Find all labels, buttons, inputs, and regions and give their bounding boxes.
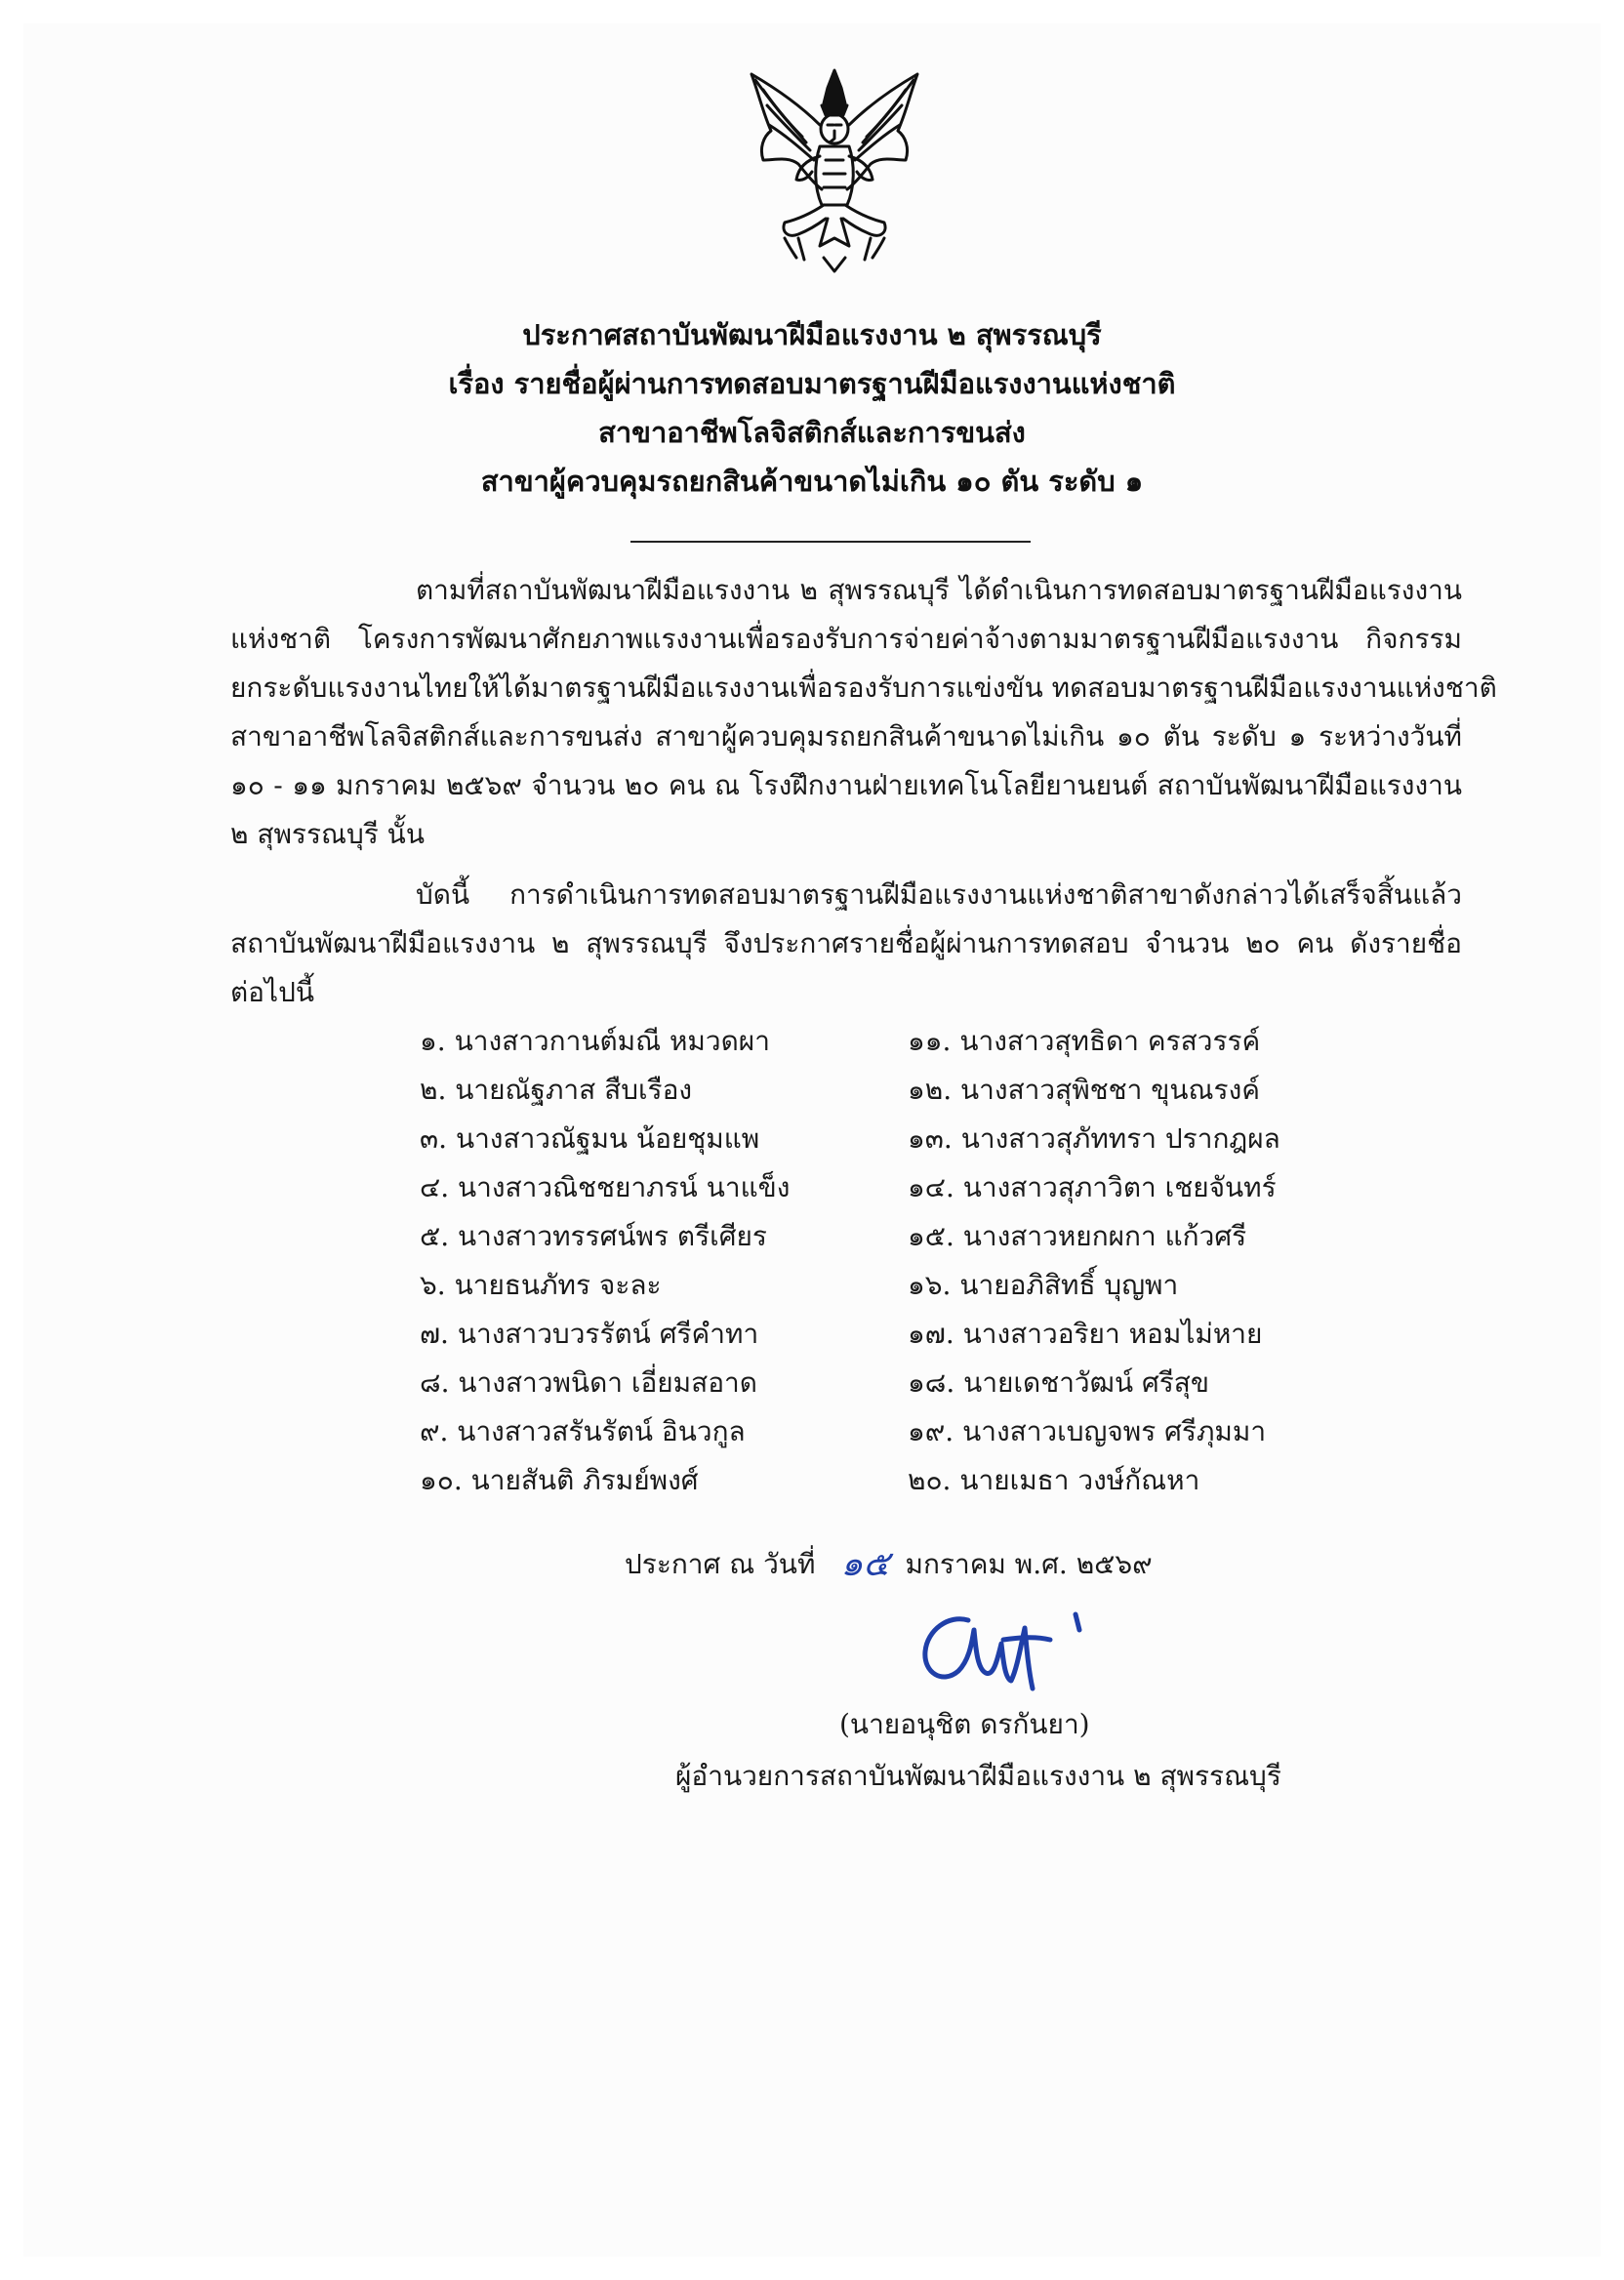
list-item: ๑๘. นายเดชาวัฒน์ ศรีสุข — [908, 1366, 1210, 1399]
paragraph-2-line: ต่อไปนี้ — [230, 976, 314, 1008]
list-item: ๑๓. นางสาวสุภัททรา ปรากฎผล — [908, 1122, 1280, 1155]
list-item: ๑๐. นายสันติ ภิรมย์พงศ์ — [420, 1464, 699, 1496]
paragraph-1-line: ๑๐ - ๑๑ มกราคม ๒๕๖๙ จำนวน ๒๐ คน ณ โรงฝึกงานฝ่ายเทคโนโลยียานยนต์ สถาบันพัฒนาฝีมือแรงงาน — [230, 769, 1462, 801]
list-item: ๖. นายธนภัทร จะละ — [420, 1269, 662, 1301]
list-item: ๑. นางสาวกานต์มณี หมวดผา — [420, 1025, 770, 1057]
paragraph-1-line: ตามที่สถาบันพัฒนาฝีมือแรงงาน ๒ สุพรรณบุรี ได้ดำเนินการทดสอบมาตรฐานฝีมือแรงงาน — [416, 574, 1462, 606]
paragraph-1-line: สาขาอาชีพโลจิสติกส์และการขนส่ง สาขาผู้ควบคุมรถยกสินค้าขนาดไม่เกิน ๑๐ ตัน ระดับ ๑ ระหว่างวันที่ — [230, 720, 1462, 753]
heading-line-1: ประกาศสถาบันพัฒนาฝีมือแรงงาน ๒ สุพรรณบุรี — [522, 318, 1102, 351]
paragraph-2-line: สถาบันพัฒนาฝีมือแรงงาน ๒ สุพรรณบุรี จึงประกาศรายชื่อผู้ผ่านการทดสอบ จำนวน ๒๐ คน ดังรายชื่อ — [230, 927, 1462, 959]
list-item: ๗. นางสาวบวรรัตน์ ศรีคำทา — [420, 1318, 759, 1350]
date-prefix: ประกาศ ณ วันที่ — [625, 1548, 816, 1580]
heading-line-3: สาขาอาชีพโลจิสติกส์และการขนส่ง — [598, 416, 1026, 449]
heading-line-4: สาขาผู้ควบคุมรถยกสินค้าขนาดไม่เกิน ๑๐ ตัน ระดับ ๑ — [480, 465, 1144, 498]
announcement-date — [625, 1540, 1153, 1589]
date-suffix: มกราคม พ.ศ. ๒๕๖๙ — [905, 1548, 1153, 1580]
list-item: ๑๔. นางสาวสุภาวิตา เชยจันทร์ — [908, 1171, 1277, 1203]
list-item: ๔. นางสาวณิชชยาภรน์ นาแข็ง — [420, 1171, 791, 1203]
list-item: ๑๙. นางสาวเบญจพร ศรีภุมมา — [908, 1415, 1267, 1447]
list-item: ๕. นางสาวทรรศน์พร ตรีเศียร — [420, 1220, 767, 1252]
list-item: ๑๒. นางสาวสุพิชชา ขุนณรงค์ — [908, 1074, 1260, 1106]
list-item: ๑๑. นางสาวสุทธิดา ครสวรรค์ — [908, 1025, 1261, 1057]
heading-divider — [630, 541, 1031, 543]
signer-title: ผู้อำนวยการสถาบันพัฒนาฝีมือแรงงาน ๒ สุพรรณบุรี — [675, 1760, 1281, 1792]
signer-name: (นายอนุชิต ดรกันยา) — [839, 1708, 1090, 1740]
paragraph-1-line: ๒ สุพรรณบุรี นั้น — [230, 818, 425, 850]
list-item: ๙. นางสาวสรันรัตน์ อินวกูล — [420, 1415, 746, 1447]
paragraph-1-line: ยกระดับแรงงานไทยให้ได้มาตรฐานฝีมือแรงงานเพื่อรองรับการแข่งขัน ทดสอบมาตรฐานฝีมือแรงงานแห่งชาติ — [230, 672, 1497, 704]
list-item: ๒๐. นายเมธา วงษ์กัณหา — [908, 1464, 1200, 1496]
garuda-emblem-icon — [742, 66, 927, 276]
paragraph-1-line: แห่งชาติ โครงการพัฒนาศักยภาพแรงงานเพื่อรองรับการจ่ายค่าจ้างตามมาตรฐานฝีมือแรงงาน กิจกรรม — [230, 623, 1462, 655]
names-list-left — [420, 1017, 790, 1505]
list-item: ๑๗. นางสาวอริยา หอมไม่หาย — [908, 1318, 1263, 1350]
list-item: ๘. นางสาวพนิดา เอี่ยมสอาด — [420, 1366, 757, 1399]
paragraph-1 — [230, 566, 1497, 859]
names-list-right — [908, 1017, 1280, 1505]
paragraph-2-line: บัดนี้ การดำเนินการทดสอบมาตรฐานฝีมือแรงงานแห่งชาติสาขาดังกล่าวได้เสร็จสิ้นแล้ว — [416, 878, 1462, 911]
list-item: ๓. นางสาวณัฐมน น้อยชุมแพ — [420, 1122, 760, 1155]
heading-line-2: เรื่อง รายชื่อผู้ผ่านการทดสอบมาตรฐานฝีมือแรงงานแห่งชาติ — [448, 367, 1176, 400]
list-item: ๒. นายณัฐภาส สืบเรือง — [420, 1074, 693, 1106]
list-item: ๑๕. นางสาวหยกผกา แก้วศรี — [908, 1220, 1247, 1252]
paragraph-2 — [230, 871, 1462, 1017]
date-day-handwritten: ๑๕ — [840, 1544, 890, 1584]
handwritten-signature — [910, 1601, 1124, 1702]
list-item: ๑๖. นายอภิสิทธิ์ บุญพา — [908, 1269, 1179, 1301]
announcement-heading — [0, 310, 1624, 506]
